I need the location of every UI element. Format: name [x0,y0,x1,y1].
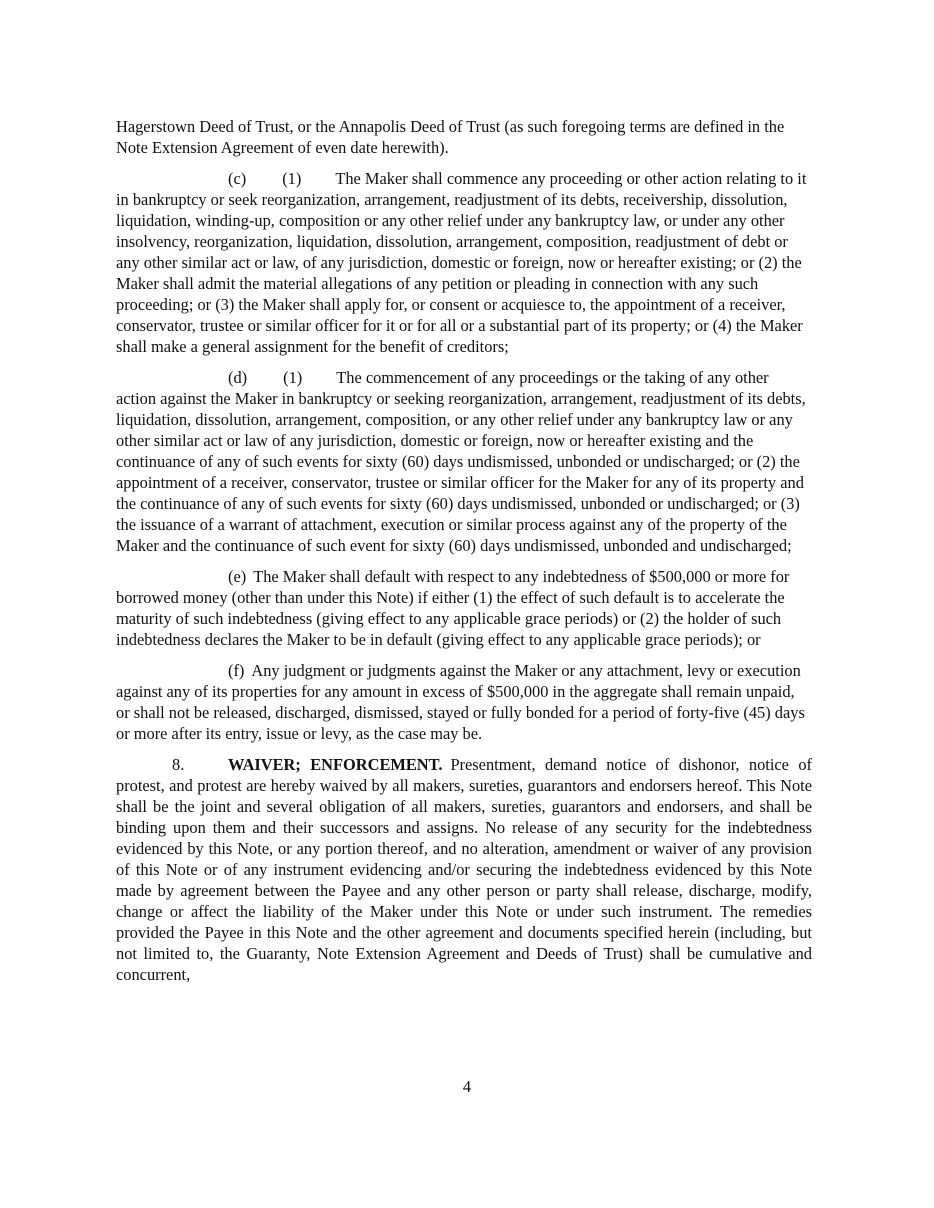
paragraph-e-text: The Maker shall default with respect to any indebtedness of $500,000 or more for borrowed money (other than under this Note) if either (1) the effect of such default is to accelerate the maturity of such indebtedness (giving effect to any applicable grace periods) or (2) the holder of such indebtedness declares the Maker to be in default (giving effect to any applicable grace periods); or [116,567,790,649]
section-8-heading: WAIVER; ENFORCEMENT. [228,755,443,774]
paragraph-c-sublabel: (1) [282,169,302,188]
paragraph-f-text: Any judgment or judgments against the Maker or any attachment, levy or execution against any of its properties for any amount in excess of $500,000 in the aggregate shall remain unpaid, or shall not be released, discharged, dismissed, stayed or fully bonded for a period of forty-five (45) days or more after its entry, issue or levy, as the case may be. [116,661,805,743]
paragraph-c-label: (c) [228,169,247,188]
document-body [116,116,812,995]
paragraph-f-label: (f) [228,661,245,680]
paragraph-d-text: The commencement of any proceedings or the taking of any other action against the Maker in bankruptcy or seeking reorganization, arrangement, readjustment of its debts, liquidation, dissolution, arrangement, composition, or any other relief under any bankruptcy law or any other similar act or law of any jurisdiction, domestic or foreign, now or hereafter existing and the continuance of any of such events for sixty (60) days undismissed, unbonded or undischarged; or (2) the appointment of a receiver, conservator, trustee or similar officer for the Maker for any of its property and the continuance of any of such events for sixty (60) days undismissed, unbonded or undischarged; or (3) the issuance of a warrant of attachment, execution or similar process against any of the property of the Maker and the continuance of such event for sixty (60) days undismissed, unbonded and undischarged; [116,368,806,555]
paragraph-f [116,660,812,744]
paragraph-c [116,168,812,357]
paragraph-c-text: The Maker shall commence any proceeding or other action relating to it in bankruptcy or seek reorganization, arrangement, readjustment of its debts, receivership, dissolution, liquidation, winding-up, composition or any other relief under any bankruptcy law, or under any other insolvency, reorganization, liquidation, dissolution, arrangement, composition, readjustment of debt or any other similar act or law, of any jurisdiction, domestic or foreign, now or hereafter existing; or (2) the Maker shall admit the material allegations of any petition or pleading in connection with any such proceeding; or (3) the Maker shall apply for, or consent or acquiesce to, the appointment of a receiver, conservator, trustee or similar officer for it or for all or a substantial part of its property; or (4) the Maker shall make a general assignment for the benefit of creditors; [116,169,807,356]
paragraph-d-sublabel: (1) [283,368,303,387]
paragraph-d [116,367,812,556]
paragraph-e [116,566,812,650]
paragraph-d-label: (d) [228,368,248,387]
page-number: 4 [462,1077,472,1096]
section-8 [116,754,812,985]
section-8-number: 8. [172,755,185,774]
section-8-text: Presentment, demand notice of dishonor, notice of protest, and protest are hereby waived by all makers, sureties, guarantors and endorsers hereof. This Note shall be the joint and several obligation of all makers, sureties, guarantors and endorsers, and shall be binding upon them and their successors and assigns. No release of any security for the indebtedness evidenced by this Note, or any portion thereof, and no alteration, amendment or waiver of any provision of this Note or of any instrument evidencing and/or securing the indebtedness evidenced by this Note made by agreement between the Payee and any other person or party shall release, discharge, modify, change or affect the liability of the Maker under this Note or under such instrument. The remedies provided the Payee in this Note and the other agreement and documents specified herein (including, but not limited to, the Guaranty, Note Extension Agreement and Deeds of Trust) shall be cumulative and concurrent, [116,755,812,984]
paragraph-continuation-text: Hagerstown Deed of Trust, or the Annapolis Deed of Trust (as such foregoing terms are defined in the Note Extension Agreement of even date herewith). [116,117,785,157]
paragraph-e-label: (e) [228,567,247,586]
paragraph-continuation [116,116,812,158]
